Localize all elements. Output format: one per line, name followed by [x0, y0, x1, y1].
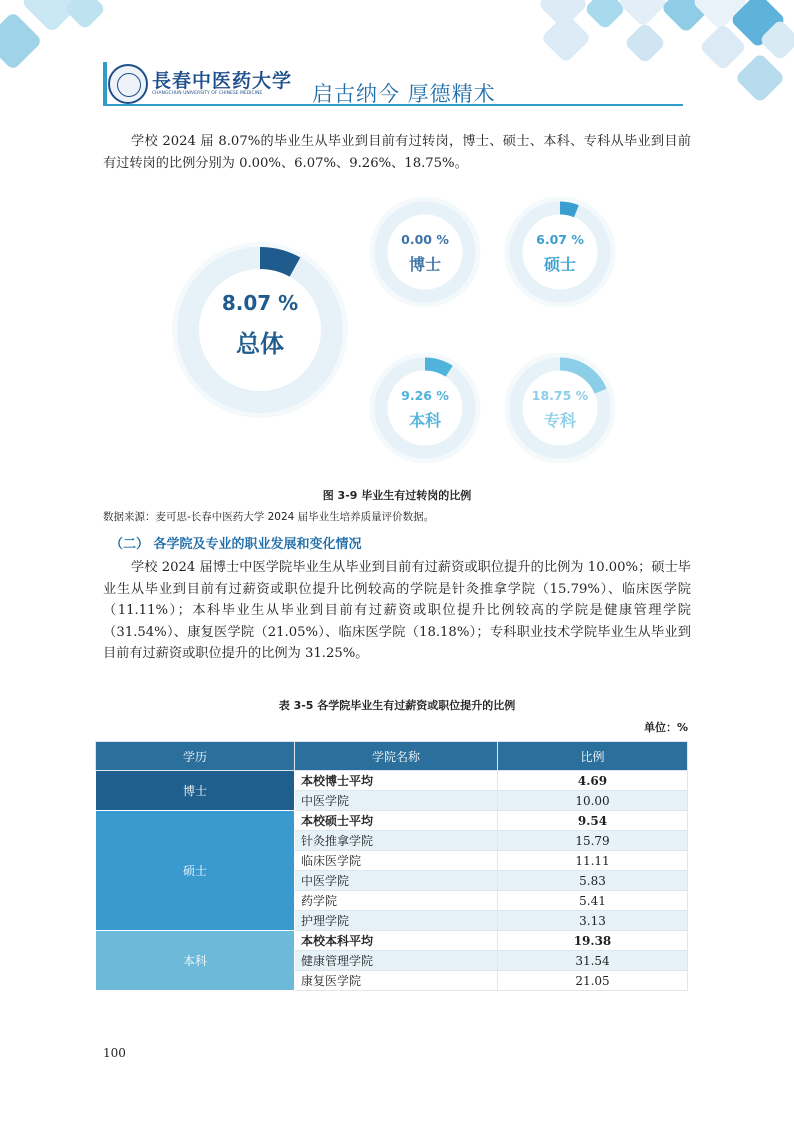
donut-slice: [425, 364, 449, 371]
table-header-row: [96, 742, 688, 771]
school-logo: [108, 64, 294, 104]
donut-slice: [260, 258, 295, 267]
college-cell: 中医学院: [295, 791, 498, 811]
donut-2: [505, 197, 616, 308]
college-cell: 针灸推拿学院: [295, 831, 498, 851]
donut-category-label: 本科: [408, 411, 442, 430]
degree-cell: 硕士: [96, 811, 295, 931]
donut-category-label: 专科: [543, 411, 577, 430]
ratio-cell: 9.54: [498, 811, 688, 831]
paragraph-promotion: 学校 2024 届博士中医学院毕业生从毕业到目前有过薪资或职位提升的比例为 10.00%；硕士毕业生从毕业到目前有过薪资或职位提升比例较高的学院是针灸推拿学院（15.79%）、临床医学院（11.11%）；本科毕业生从毕业到目前有过薪资或职位提升比例较高的学院是健康管理学院（31.54%）、康复医学院（21.05%）、临床医学院（18.18%）；专科职业技术学院毕业生从毕业到目前有过薪资或职位提升的比例为 31.25%。: [103, 560, 691, 661]
donut-3: [370, 353, 481, 464]
job-change-donut-chart: [0, 190, 794, 470]
ratio-cell: 5.41: [498, 891, 688, 911]
donut-value-label: 18.75 %: [531, 388, 589, 403]
ratio-cell: 11.11: [498, 851, 688, 871]
donut-center: [388, 371, 463, 446]
college-cell: 临床医学院: [295, 851, 498, 871]
ratio-cell: 15.79: [498, 831, 688, 851]
donut-value-label: 6.07 %: [536, 232, 584, 247]
college-cell: 健康管理学院: [295, 951, 498, 971]
data-source: 数据来源：麦可思-长春中医药大学 2024 届毕业生培养质量评价数据。: [103, 511, 435, 523]
ratio-cell: 21.05: [498, 971, 688, 991]
donut-0: [172, 242, 348, 418]
college-cell: 本校本科平均: [295, 931, 498, 951]
table-row: [96, 931, 688, 951]
college-cell: 护理学院: [295, 911, 498, 931]
header-degree: 学历: [96, 742, 295, 771]
ratio-cell: 4.69: [498, 771, 688, 791]
degree-cell: 本科: [96, 931, 295, 991]
decor-diamond: [735, 53, 786, 104]
decor-diamond: [618, 0, 669, 27]
decor-diamond: [64, 0, 106, 30]
donut-value-label: 8.07 %: [221, 291, 299, 315]
donut-category-label: 总体: [236, 330, 284, 358]
college-cell: 药学院: [295, 891, 498, 911]
table-caption: 表 3-5 各学院毕业生有过薪资或职位提升的比例: [278, 699, 516, 712]
ratio-cell: 3.13: [498, 911, 688, 931]
college-cell: 康复医学院: [295, 971, 498, 991]
ratio-cell: 31.54: [498, 951, 688, 971]
page-number: 100: [103, 1046, 126, 1060]
college-cell: 本校硕士平均: [295, 811, 498, 831]
donut-center: [523, 371, 598, 446]
ratio-cell: 19.38: [498, 931, 688, 951]
donut-value-label: 9.26 %: [401, 388, 449, 403]
header-ratio: 比例: [498, 742, 688, 771]
school-seal-icon: [108, 64, 148, 104]
header-college: 学院名称: [295, 742, 498, 771]
decor-diamond: [541, 13, 592, 64]
college-cell: 本校博士平均: [295, 771, 498, 791]
decor-diamond: [0, 11, 43, 70]
promotion-table: [95, 741, 688, 991]
school-name: 長春中医药大学: [152, 70, 293, 92]
figure-caption: 图 3-9 毕业生有过转岗的比例: [322, 489, 472, 502]
donut-1: [370, 197, 481, 308]
paragraph-job-change: 学校 2024 届 8.07%的毕业生从毕业到目前有过转岗，博士、硕士、本科、专科从毕业到目前有过转岗的比例分别为 0.00%、6.07%、9.26%、18.75%。: [103, 134, 691, 171]
school-name-en: CHANGCHUN UNIVERSITY OF CHINESE MEDICINE: [152, 91, 263, 96]
donut-category-label: 博士: [408, 255, 442, 274]
school-motto: 启古纳今 厚德精术: [312, 82, 496, 106]
ratio-cell: 5.83: [498, 871, 688, 891]
section-title: （二） 各学院及专业的职业发展和变化情况: [110, 537, 362, 552]
table-row: [96, 771, 688, 791]
college-cell: 中医学院: [295, 871, 498, 891]
ratio-cell: 10.00: [498, 791, 688, 811]
donut-slice: [560, 208, 576, 211]
donut-value-label: 0.00 %: [401, 232, 449, 247]
header-accent-bar: [103, 62, 107, 106]
degree-cell: 博士: [96, 771, 295, 811]
donut-4: [505, 353, 616, 464]
donut-center: [388, 215, 463, 290]
table-row: [96, 811, 688, 831]
donut-center: [523, 215, 598, 290]
donut-category-label: 硕士: [543, 255, 577, 274]
decor-diamond: [624, 22, 666, 64]
table-unit: 单位：%: [643, 721, 688, 734]
